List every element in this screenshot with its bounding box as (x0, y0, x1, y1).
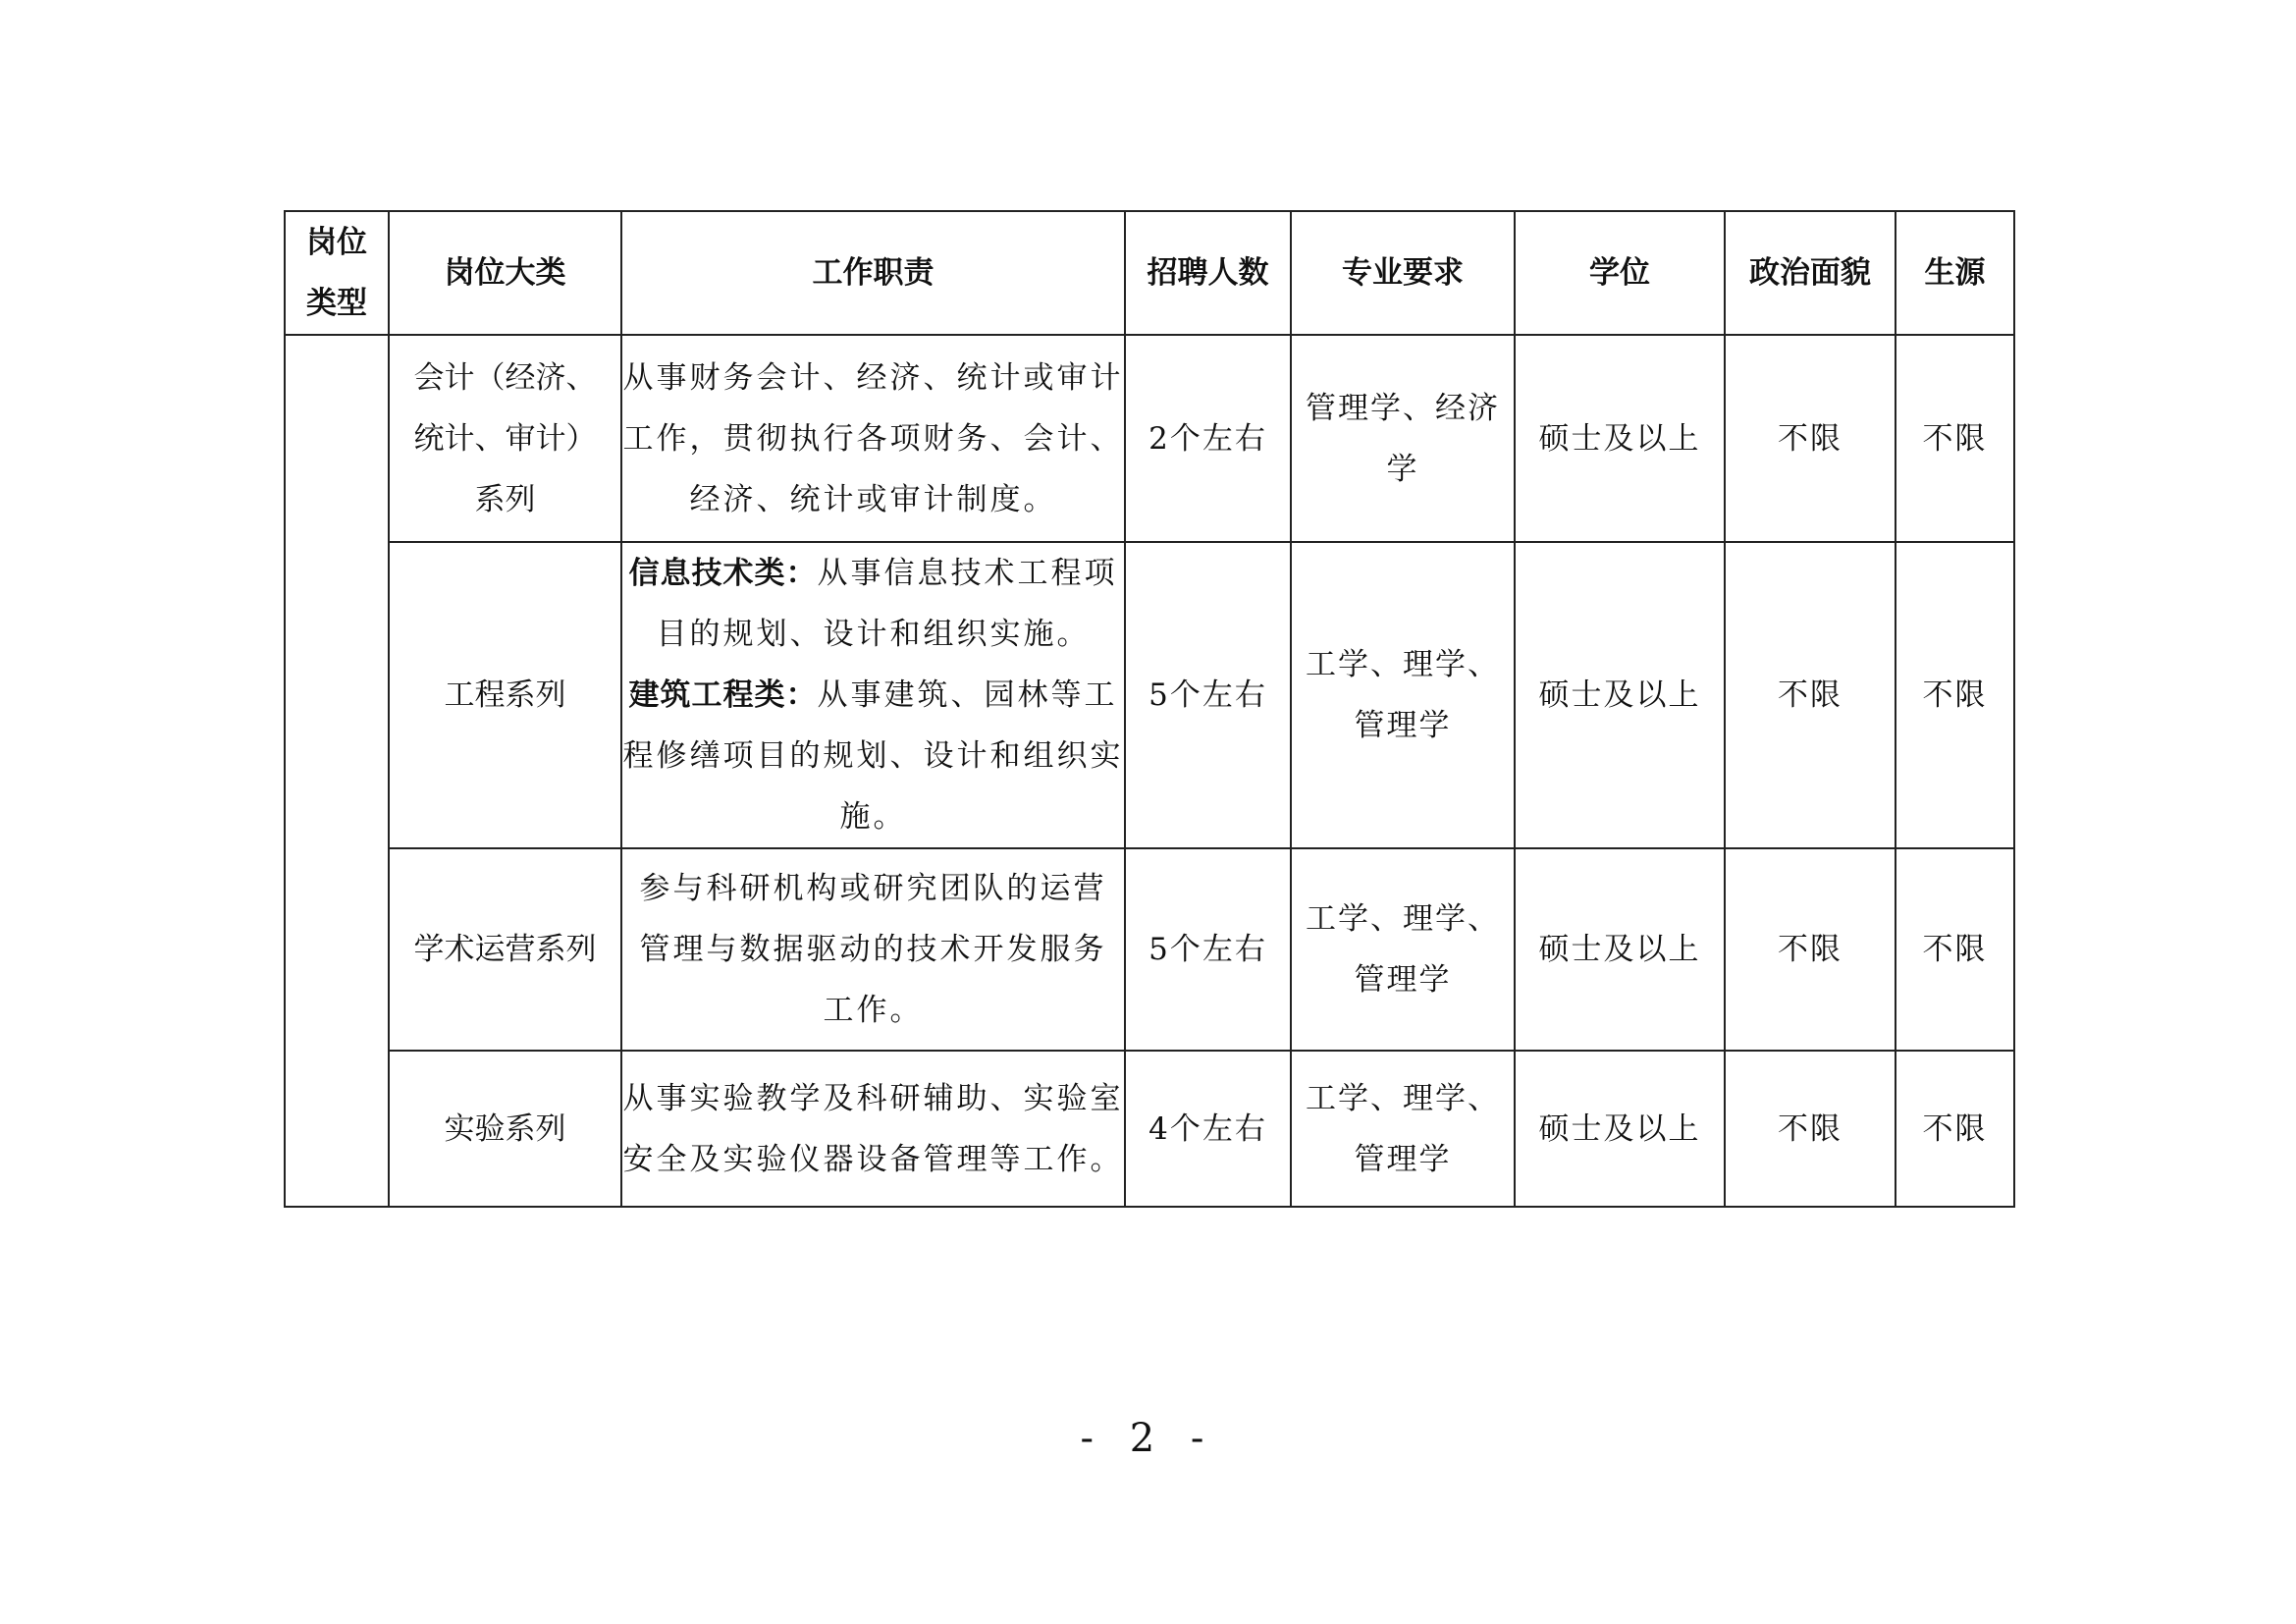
duty-line: 参与科研机构或研究团队的运营 (639, 871, 1107, 906)
table-row (285, 542, 2014, 848)
header-post-category: 岗位大类 (389, 211, 621, 335)
category-line: 统计、审计） (413, 420, 597, 457)
table-header-row (285, 211, 2014, 335)
table-row (285, 1051, 2014, 1207)
header-duties: 工作职责 (621, 211, 1125, 335)
post-category-cell (389, 542, 621, 848)
header-post-type-line: 岗位 (306, 225, 367, 260)
duty-line (622, 665, 1124, 726)
major-line: 学 (1386, 451, 1419, 487)
post-category-cell (389, 848, 621, 1051)
header-political-status: 政治面貌 (1725, 211, 1896, 335)
major-cell (1291, 335, 1515, 542)
major-line: 管理学 (1354, 1141, 1452, 1177)
duties-cell (621, 848, 1125, 1051)
headcount-cell: 5个左右 (1125, 848, 1291, 1051)
duty-line: 从事财务会计、经济、统计或审计 (622, 359, 1124, 396)
duty-line: 工作。 (823, 993, 924, 1028)
header-headcount: 招聘人数 (1125, 211, 1291, 335)
political-status-cell: 不限 (1725, 1051, 1896, 1207)
duty-text: 从事信息技术工程项 (817, 556, 1118, 591)
headcount-cell: 2个左右 (1125, 335, 1291, 542)
political-status-cell: 不限 (1725, 335, 1896, 542)
post-category-cell (389, 335, 621, 542)
duty-line: 目的规划、设计和组织实施。 (656, 617, 1091, 652)
duties-cell (621, 335, 1125, 542)
duty-label: 信息技术类： (628, 556, 818, 591)
table-row (285, 335, 2014, 542)
duty-text: 从事建筑、园林等工 (817, 677, 1118, 713)
student-source-cell: 不限 (1896, 335, 2014, 542)
header-post-type-line: 类型 (306, 286, 367, 321)
degree-cell: 硕士及以上 (1515, 848, 1725, 1051)
table-row (285, 848, 2014, 1051)
political-status-cell: 不限 (1725, 542, 1896, 848)
duty-line: 安全及实验仪器设备管理等工作。 (622, 1141, 1124, 1177)
headcount-cell: 4个左右 (1125, 1051, 1291, 1207)
category-line: 实验系列 (444, 1110, 566, 1147)
headcount-cell: 5个左右 (1125, 542, 1291, 848)
duties-cell (621, 542, 1125, 848)
major-cell (1291, 542, 1515, 848)
duty-line: 管理与数据驱动的技术开发服务 (639, 932, 1107, 967)
post-type-cell (285, 335, 389, 1207)
degree-cell: 硕士及以上 (1515, 542, 1725, 848)
category-line: 系列 (474, 481, 536, 517)
header-post-type (285, 211, 389, 335)
degree-cell: 硕士及以上 (1515, 1051, 1725, 1207)
duties-cell (621, 1051, 1125, 1207)
duty-line: 程修缮项目的规划、设计和组织实 (622, 738, 1124, 774)
duty-line: 从事实验教学及科研辅助、实验室 (622, 1080, 1124, 1116)
duty-line: 工作，贯彻执行各项财务、会计、 (622, 420, 1124, 457)
major-line: 管理学 (1354, 708, 1452, 743)
major-line: 工学、理学、 (1306, 901, 1500, 937)
page-number: - 2 - (1080, 1416, 1216, 1461)
category-line: 会计（经济、 (413, 359, 597, 396)
student-source-cell: 不限 (1896, 1051, 2014, 1207)
major-line: 管理学 (1354, 962, 1452, 998)
student-source-cell: 不限 (1896, 542, 2014, 848)
duty-label: 建筑工程类： (628, 677, 818, 713)
duty-line: 施。 (839, 799, 907, 835)
recruitment-table (284, 210, 2015, 1208)
student-source-cell: 不限 (1896, 848, 2014, 1051)
post-category-cell (389, 1051, 621, 1207)
header-major: 专业要求 (1291, 211, 1515, 335)
major-line: 工学、理学、 (1306, 647, 1500, 682)
major-cell (1291, 1051, 1515, 1207)
category-line: 学术运营系列 (413, 932, 597, 967)
political-status-cell: 不限 (1725, 848, 1896, 1051)
major-cell (1291, 848, 1515, 1051)
header-student-source: 生源 (1896, 211, 2014, 335)
category-line: 工程系列 (444, 677, 566, 713)
degree-cell: 硕士及以上 (1515, 335, 1725, 542)
header-degree: 学位 (1515, 211, 1725, 335)
duty-line: 经济、统计或审计制度。 (689, 481, 1057, 517)
major-line: 管理学、经济 (1306, 390, 1500, 426)
major-line: 工学、理学、 (1306, 1080, 1500, 1116)
duty-line (622, 543, 1124, 604)
